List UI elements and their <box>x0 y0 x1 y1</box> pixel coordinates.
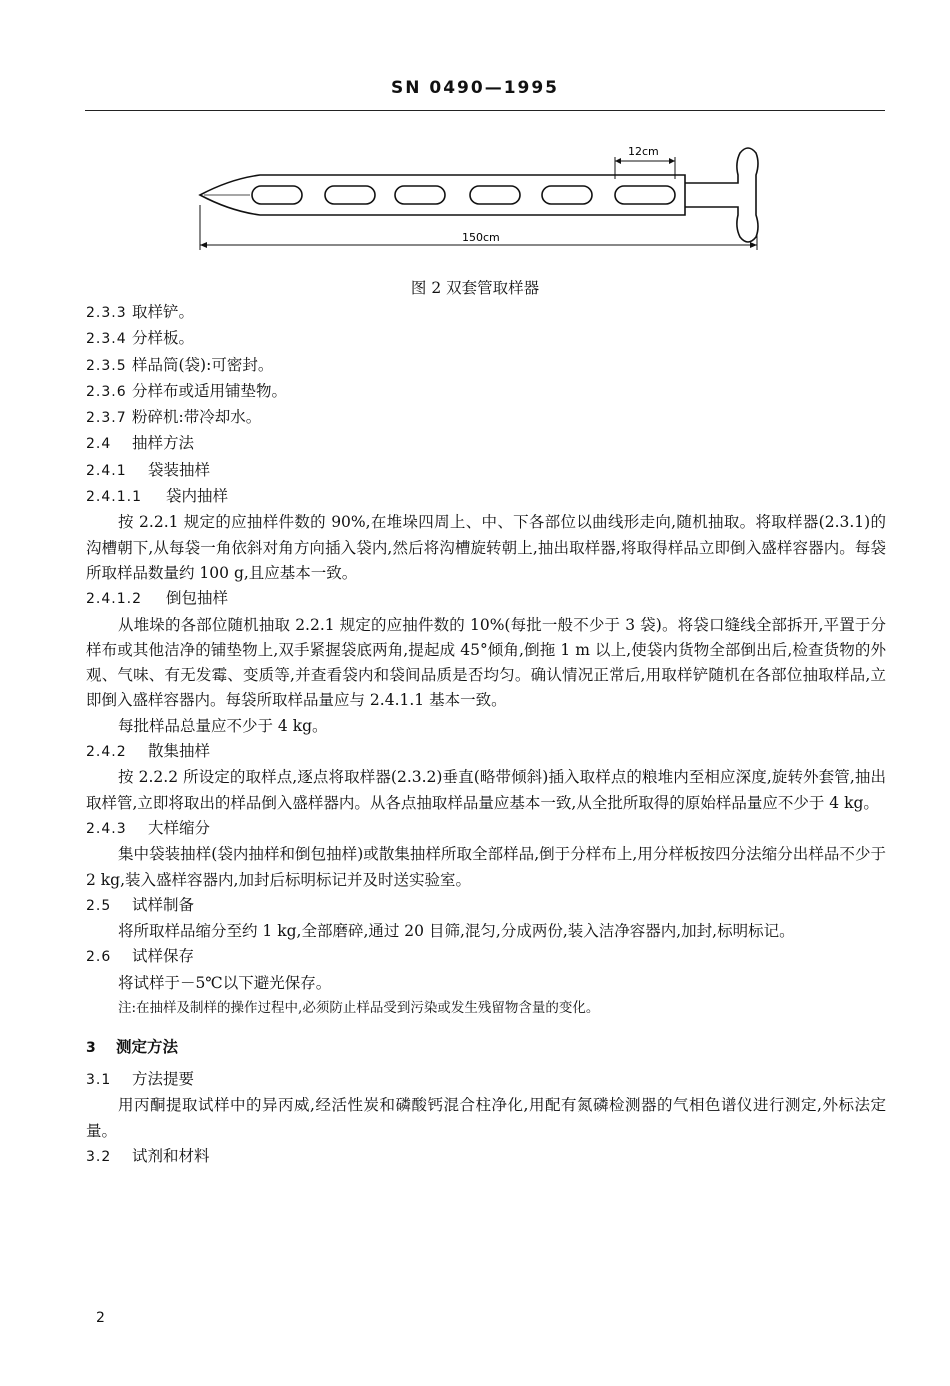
heading-2-4-1-2: 2.4.1.2 倒包抽样 <box>86 589 229 608</box>
sampler-tube <box>200 175 685 215</box>
standard-code: SN 0490—1995 <box>390 78 560 98</box>
dimension-12cm: 12cm <box>628 145 659 158</box>
sampler-slot <box>615 186 675 204</box>
list-item: 2.3.5 样品筒(袋):可密封。 <box>86 355 274 374</box>
paragraph-2-6: 将试样于－5℃以下避光保存。 <box>118 973 332 992</box>
note: 注:在抽样及制样的操作过程中,必须防止样品受到污染或发生残留物含量的变化。 <box>118 1000 600 1017</box>
list-item: 2.3.6 分样布或适用铺垫物。 <box>86 381 288 400</box>
heading-3-1: 3.1 方法提要 <box>86 1070 195 1089</box>
section-3-heading: 3 测定方法 <box>86 1038 179 1057</box>
document-body <box>86 300 886 1170</box>
heading-2-4: 2.4 抽样方法 <box>86 434 195 453</box>
dimension-150cm: 150cm <box>462 231 500 244</box>
list-item: 2.3.4 分样板。 <box>86 329 195 348</box>
heading-2-4-1-1: 2.4.1.1 袋内抽样 <box>86 487 229 506</box>
paragraph-2-5: 将所取样品缩分至约 1 kg,全部磨碎,通过 20 目筛,混匀,分成两份,装入洁净容器内,加封,标明标记。 <box>118 922 795 941</box>
paragraph-2-4-3: 集中袋装抽样(袋内抽样和倒包抽样)或散集抽样所取全部样品,倒于分样布上,用分样板按四分法缩分出样品不少于 2 kg,装入盛样容器内,加封后标明标记并及时送实验室。 <box>86 845 886 889</box>
sampler-slot <box>470 186 520 204</box>
page-number: 2 <box>96 1310 105 1326</box>
list-item: 2.3.7 粉碎机:带冷却水。 <box>86 408 262 427</box>
paragraph-2-4-1-1: 按 2.2.1 规定的应抽样件数的 90%,在堆垛四周上、中、下各部位以曲线形走向,随机抽取。将取样器(2.3.1)的沟槽朝下,从每袋一角依斜对角方向插入袋内,然后将沟槽旋转朝上,抽出取样器,将取得样品立即倒入盛样容器内。每袋所取样品数量约 100 g,且应基本一致。 <box>86 513 886 582</box>
paragraph-2-4-2: 按 2.2.2 所设定的取样点,逐点将取样器(2.3.2)垂直(略带倾斜)插入取样点的粮堆内至相应深度,旋转外套管,抽出取样管,立即将取出的样品倒入盛样器内。从各点抽取样品量应基本一致,从全批所取得的原始样品量应不少于 4 kg。 <box>86 768 886 812</box>
sampler-handle <box>685 148 758 242</box>
paragraph-2-4-1-2: 从堆垛的各部位随机抽取 2.2.1 规定的应抽件数的 10%(每批一般不少于 3 袋)。将袋口缝线全部拆开,平置于分样布或其他洁净的铺垫物上,双手紧握袋底两角,提起成 45°倾角,倒拖 1 m 以上,使袋内货物全部倒出后,检查货物的外观、气味、有无发霉、变质等,并查看袋内和袋间品质是否均匀。确认情况正常后,用取样铲随机在各部位抽取样品,立即倒入盛样容器内。每袋所取样品量应与 2.4.1.1 基本一致。 <box>86 615 886 710</box>
list-item: 2.3.3 取样铲。 <box>86 303 195 321</box>
heading-2-4-3: 2.4.3 大样缩分 <box>86 818 211 837</box>
sampler-slot <box>325 186 375 204</box>
sampler-slot <box>542 186 592 204</box>
paragraph-total-weight: 每批样品总量应不少于 4 kg。 <box>118 716 328 735</box>
heading-3-2: 3.2 试剂和材料 <box>86 1146 210 1165</box>
sampler-slot <box>252 186 302 204</box>
heading-2-4-1: 2.4.1 袋装抽样 <box>86 460 211 479</box>
sampler-figure <box>190 135 780 270</box>
paragraph-3-1: 用丙酮提取试样中的异丙威,经活性炭和磷酸钙混合柱净化,用配有氮磷检测器的气相色谱仪进行测定,外标法定量。 <box>86 1096 886 1140</box>
sampler-slot <box>395 186 445 204</box>
heading-2-6: 2.6 试样保存 <box>86 947 195 966</box>
header-rule <box>85 110 885 111</box>
heading-2-4-2: 2.4.2 散集抽样 <box>86 742 211 761</box>
heading-2-5: 2.5 试样制备 <box>86 895 195 914</box>
figure-caption: 图 2 双套管取样器 <box>410 279 540 297</box>
